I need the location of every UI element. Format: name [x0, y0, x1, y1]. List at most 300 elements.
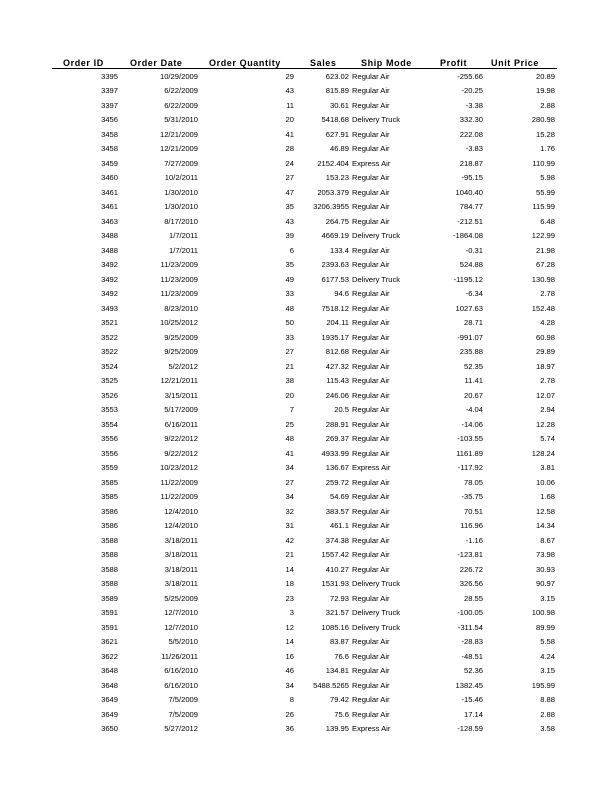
profit-cell: -311.54 — [457, 622, 483, 632]
sales-cell: 2053.379 — [317, 187, 349, 197]
sales-cell: 2393.63 — [321, 260, 349, 270]
sales-cell: 133.4 — [329, 245, 349, 255]
table-row — [52, 229, 557, 244]
order-id-cell: 3488 — [101, 245, 118, 255]
table-row — [52, 345, 557, 360]
order-quantity-cell: 25 — [285, 419, 294, 429]
table-row — [52, 461, 557, 476]
order-date-cell: 5/2/2012 — [168, 361, 198, 371]
sales-cell: 75.6 — [334, 709, 349, 719]
unit-price-cell: 3.15 — [540, 593, 555, 603]
unit-price-cell: 128.24 — [531, 448, 555, 458]
ship-mode-cell: Regular Air — [352, 405, 390, 415]
table-row — [52, 664, 557, 679]
table-row — [52, 504, 557, 519]
order-date-cell: 6/16/2010 — [164, 680, 198, 690]
profit-cell: 326.56 — [459, 579, 483, 589]
order-quantity-cell: 43 — [285, 86, 294, 96]
column-header-order-date: Order Date — [118, 55, 198, 69]
table-row — [52, 200, 557, 215]
table-row — [52, 127, 557, 142]
order-quantity-cell: 21 — [285, 550, 294, 560]
order-date-cell: 8/17/2010 — [164, 216, 198, 226]
profit-cell: -3.83 — [465, 144, 483, 154]
unit-price-cell: 60.98 — [535, 332, 555, 342]
unit-price-cell: 4.24 — [540, 651, 555, 661]
sales-cell: 76.6 — [334, 651, 349, 661]
table-row — [52, 185, 557, 200]
profit-cell: 116.96 — [460, 521, 483, 531]
profit-cell: 1382.45 — [455, 680, 483, 690]
order-quantity-cell: 34 — [285, 463, 294, 473]
order-quantity-cell: 3 — [289, 608, 294, 618]
table-row — [52, 635, 557, 650]
unit-price-cell: 1.68 — [540, 492, 555, 502]
order-date-cell: 5/5/2010 — [168, 637, 198, 647]
order-date-cell: 3/18/2011 — [164, 535, 198, 545]
sales-cell: 139.95 — [325, 724, 349, 734]
order-quantity-cell: 42 — [285, 535, 294, 545]
sales-cell: 115.43 — [326, 376, 349, 386]
unit-price-cell: 90.97 — [535, 579, 555, 589]
ship-mode-cell: Delivery Truck — [352, 115, 401, 125]
column-header-order-id: Order ID — [52, 55, 118, 69]
ship-mode-cell: Regular Air — [352, 187, 390, 197]
orders-table — [52, 55, 557, 736]
table-row — [52, 678, 557, 693]
table-row — [52, 591, 557, 606]
unit-price-cell: 12.58 — [535, 506, 555, 516]
sales-cell: 79.42 — [329, 695, 349, 705]
unit-price-cell: 100.98 — [531, 608, 555, 618]
ship-mode-cell: Regular Air — [352, 448, 390, 458]
order-date-cell: 10/2/2011 — [164, 173, 198, 183]
table-row — [52, 446, 557, 461]
unit-price-cell: 3.15 — [540, 666, 555, 676]
profit-cell: 1027.63 — [455, 303, 483, 313]
order-quantity-cell: 23 — [285, 593, 294, 603]
unit-price-cell: 2.88 — [540, 709, 555, 719]
order-id-cell: 3492 — [101, 274, 118, 284]
order-date-cell: 11/22/2009 — [160, 492, 198, 502]
order-id-cell: 3588 — [101, 535, 118, 545]
sales-cell: 383.57 — [325, 506, 349, 516]
profit-cell: -1864.08 — [453, 231, 483, 241]
table-row — [52, 475, 557, 490]
ship-mode-cell: Regular Air — [352, 709, 390, 719]
order-id-cell: 3648 — [101, 666, 118, 676]
ship-mode-cell: Regular Air — [352, 216, 390, 226]
table-row — [52, 243, 557, 258]
profit-cell: 218.87 — [459, 158, 483, 168]
sales-cell: 321.57 — [325, 608, 349, 618]
column-header-profit: Profit — [418, 55, 484, 69]
table-row — [52, 69, 557, 84]
column-header-order-quantity: Order Quantity — [198, 55, 296, 69]
sales-cell: 54.69 — [329, 492, 349, 502]
order-quantity-cell: 20 — [285, 390, 294, 400]
order-id-cell: 3488 — [101, 231, 118, 241]
order-id-cell: 3493 — [101, 303, 118, 313]
ship-mode-cell: Regular Air — [352, 477, 390, 487]
order-id-cell: 3648 — [101, 680, 118, 690]
ship-mode-cell: Regular Air — [352, 666, 390, 676]
order-quantity-cell: 28 — [285, 144, 294, 154]
profit-cell: -128.59 — [457, 724, 483, 734]
unit-price-cell: 2.88 — [540, 100, 555, 110]
profit-cell: -14.06 — [461, 419, 483, 429]
sales-cell: 264.75 — [325, 216, 349, 226]
order-date-cell: 3/15/2011 — [164, 390, 198, 400]
unit-price-cell: 1.76 — [540, 144, 555, 154]
order-date-cell: 1/30/2010 — [164, 187, 198, 197]
order-quantity-cell: 21 — [285, 361, 294, 371]
order-quantity-cell: 43 — [285, 216, 294, 226]
ship-mode-cell: Regular Air — [352, 564, 390, 574]
order-quantity-cell: 32 — [285, 506, 294, 516]
order-date-cell: 12/21/2011 — [160, 376, 198, 386]
order-date-cell: 1/7/2011 — [169, 245, 198, 255]
sales-cell: 1531.93 — [321, 579, 349, 589]
profit-cell: -991.07 — [457, 332, 483, 342]
order-quantity-cell: 27 — [285, 347, 294, 357]
profit-cell: -1195.12 — [453, 274, 483, 284]
ship-mode-cell: Regular Air — [352, 550, 390, 560]
order-quantity-cell: 46 — [285, 666, 294, 676]
ship-mode-cell: Express Air — [352, 724, 391, 734]
order-id-cell: 3524 — [101, 361, 118, 371]
sales-cell: 204.11 — [326, 318, 349, 328]
table-row — [52, 287, 557, 302]
table-row — [52, 98, 557, 113]
profit-cell: -15.46 — [461, 695, 483, 705]
order-date-cell: 6/16/2011 — [164, 419, 198, 429]
order-id-cell: 3586 — [101, 506, 118, 516]
ship-mode-cell: Regular Air — [352, 680, 390, 690]
profit-cell: 20.67 — [463, 390, 483, 400]
ship-mode-cell: Regular Air — [352, 593, 390, 603]
sales-cell: 288.91 — [325, 419, 349, 429]
profit-cell: -212.51 — [457, 216, 483, 226]
unit-price-cell: 21.98 — [535, 245, 555, 255]
order-date-cell: 12/4/2010 — [164, 506, 198, 516]
sales-cell: 374.38 — [325, 535, 349, 545]
sales-cell: 46.89 — [329, 144, 349, 154]
order-date-cell: 1/7/2011 — [169, 231, 198, 241]
order-date-cell: 9/22/2012 — [164, 448, 198, 458]
profit-cell: 332.30 — [459, 115, 483, 125]
unit-price-cell: 5.74 — [540, 434, 555, 444]
sales-cell: 246.06 — [325, 390, 349, 400]
profit-cell: -255.66 — [457, 71, 483, 81]
ship-mode-cell: Regular Air — [352, 347, 390, 357]
ship-mode-cell: Regular Air — [352, 71, 390, 81]
order-date-cell: 3/18/2011 — [164, 550, 198, 560]
table-row — [52, 490, 557, 505]
table-row — [52, 84, 557, 99]
ship-mode-cell: Regular Air — [352, 173, 390, 183]
order-quantity-cell: 24 — [285, 158, 294, 168]
ship-mode-cell: Regular Air — [352, 419, 390, 429]
profit-cell: 11.41 — [464, 376, 483, 386]
ship-mode-cell: Delivery Truck — [352, 579, 401, 589]
order-quantity-cell: 27 — [285, 173, 294, 183]
column-header-unit-price: Unit Price — [484, 55, 557, 69]
profit-cell: 1161.89 — [456, 448, 483, 458]
table-row — [52, 533, 557, 548]
order-date-cell: 12/7/2010 — [164, 608, 198, 618]
order-id-cell: 3525 — [101, 376, 118, 386]
table-body — [52, 69, 557, 737]
column-header-ship-mode: Ship Mode — [351, 55, 418, 69]
ship-mode-cell: Regular Air — [352, 303, 390, 313]
order-id-cell: 3397 — [101, 100, 118, 110]
order-quantity-cell: 49 — [285, 274, 294, 284]
unit-price-cell: 14.34 — [535, 521, 555, 531]
ship-mode-cell: Delivery Truck — [352, 274, 401, 284]
unit-price-cell: 122.99 — [531, 231, 555, 241]
table-row — [52, 707, 557, 722]
order-id-cell: 3556 — [101, 434, 118, 444]
sales-cell: 812.68 — [325, 347, 349, 357]
order-quantity-cell: 48 — [285, 434, 294, 444]
order-date-cell: 12/7/2010 — [164, 622, 198, 632]
order-date-cell: 11/22/2009 — [160, 477, 198, 487]
unit-price-cell: 18.97 — [535, 361, 555, 371]
table-row — [52, 330, 557, 345]
ship-mode-cell: Express Air — [352, 158, 391, 168]
ship-mode-cell: Regular Air — [352, 202, 390, 212]
table-row — [52, 316, 557, 331]
order-quantity-cell: 35 — [285, 202, 294, 212]
order-id-cell: 3585 — [101, 477, 118, 487]
unit-price-cell: 8.67 — [540, 535, 555, 545]
sales-cell: 623.02 — [325, 71, 349, 81]
unit-price-cell: 8.88 — [540, 695, 555, 705]
ship-mode-cell: Regular Air — [352, 376, 390, 386]
order-quantity-cell: 34 — [285, 492, 294, 502]
unit-price-cell: 3.58 — [540, 724, 555, 734]
profit-cell: 226.72 — [459, 564, 483, 574]
table-row — [52, 403, 557, 418]
profit-cell: -103.55 — [457, 434, 483, 444]
profit-cell: 222.08 — [459, 129, 483, 139]
unit-price-cell: 2.78 — [540, 376, 555, 386]
order-id-cell: 3458 — [101, 129, 118, 139]
order-id-cell: 3397 — [101, 86, 118, 96]
sales-cell: 20.5 — [334, 405, 349, 415]
profit-cell: -4.04 — [465, 405, 483, 415]
order-date-cell: 7/5/2009 — [168, 695, 198, 705]
unit-price-cell: 30.93 — [535, 564, 555, 574]
order-date-cell: 9/22/2012 — [164, 434, 198, 444]
sales-cell: 2152.404 — [317, 158, 349, 168]
order-id-cell: 3650 — [101, 724, 118, 734]
ship-mode-cell: Regular Air — [352, 390, 390, 400]
order-date-cell: 11/23/2009 — [160, 260, 198, 270]
profit-cell: 1040.40 — [455, 187, 483, 197]
ship-mode-cell: Regular Air — [352, 100, 390, 110]
order-quantity-cell: 8 — [289, 695, 294, 705]
sales-cell: 7518.12 — [321, 303, 349, 313]
order-date-cell: 6/22/2009 — [164, 100, 198, 110]
order-date-cell: 9/25/2009 — [164, 347, 198, 357]
table-row — [52, 388, 557, 403]
order-date-cell: 11/23/2009 — [160, 274, 198, 284]
profit-cell: -0.31 — [465, 245, 483, 255]
sales-cell: 1935.17 — [321, 332, 349, 342]
profit-cell: -100.05 — [457, 608, 483, 618]
profit-cell: 52.35 — [463, 361, 483, 371]
ship-mode-cell: Express Air — [352, 463, 391, 473]
sales-cell: 72.93 — [329, 593, 349, 603]
order-date-cell: 5/31/2010 — [164, 115, 198, 125]
unit-price-cell: 5.58 — [540, 637, 555, 647]
sales-cell: 259.72 — [325, 477, 349, 487]
table-row — [52, 577, 557, 592]
order-id-cell: 3460 — [101, 173, 118, 183]
profit-cell: -28.83 — [461, 637, 483, 647]
profit-cell: -3.38 — [465, 100, 483, 110]
sales-cell: 134.81 — [325, 666, 349, 676]
table-row — [52, 649, 557, 664]
header-row — [52, 55, 557, 69]
ship-mode-cell: Regular Air — [352, 637, 390, 647]
order-id-cell: 3395 — [101, 71, 118, 81]
unit-price-cell: 130.98 — [531, 274, 555, 284]
order-date-cell: 10/25/2012 — [159, 318, 198, 328]
table-row — [52, 722, 557, 737]
order-id-cell: 3526 — [101, 390, 118, 400]
unit-price-cell: 110.99 — [532, 158, 555, 168]
unit-price-cell: 89.99 — [535, 622, 555, 632]
profit-cell: -35.75 — [461, 492, 483, 502]
ship-mode-cell: Regular Air — [352, 332, 390, 342]
order-id-cell: 3459 — [101, 158, 118, 168]
profit-cell: 784.77 — [459, 202, 483, 212]
unit-price-cell: 115.99 — [532, 202, 555, 212]
profit-cell: 52.36 — [463, 666, 483, 676]
order-id-cell: 3553 — [101, 405, 118, 415]
sales-cell: 627.91 — [325, 129, 349, 139]
unit-price-cell: 280.98 — [531, 115, 555, 125]
table-row — [52, 214, 557, 229]
table-row — [52, 620, 557, 635]
profit-cell: -6.34 — [465, 289, 483, 299]
order-date-cell: 9/25/2009 — [164, 332, 198, 342]
order-id-cell: 3588 — [101, 550, 118, 560]
order-quantity-cell: 12 — [285, 622, 294, 632]
profit-cell: -123.81 — [457, 550, 483, 560]
table-row — [52, 171, 557, 186]
order-quantity-cell: 14 — [285, 637, 294, 647]
ship-mode-cell: Delivery Truck — [352, 608, 401, 618]
unit-price-cell: 20.89 — [535, 71, 555, 81]
ship-mode-cell: Regular Air — [352, 521, 390, 531]
order-quantity-cell: 48 — [285, 303, 294, 313]
ship-mode-cell: Regular Air — [352, 289, 390, 299]
unit-price-cell: 19.98 — [535, 86, 555, 96]
sales-cell: 30.61 — [329, 100, 349, 110]
order-date-cell: 5/25/2009 — [164, 593, 198, 603]
sales-cell: 83.87 — [329, 637, 349, 647]
unit-price-cell: 152.48 — [531, 303, 555, 313]
ship-mode-cell: Delivery Truck — [352, 622, 401, 632]
order-id-cell: 3591 — [101, 608, 118, 618]
unit-price-cell: 67.28 — [535, 260, 555, 270]
order-id-cell: 3492 — [101, 289, 118, 299]
profit-cell: -48.51 — [461, 651, 483, 661]
order-id-cell: 3521 — [101, 318, 118, 328]
ship-mode-cell: Regular Air — [352, 245, 390, 255]
ship-mode-cell: Regular Air — [352, 144, 390, 154]
ship-mode-cell: Regular Air — [352, 651, 390, 661]
table-row — [52, 258, 557, 273]
unit-price-cell: 5.98 — [540, 173, 555, 183]
sales-cell: 427.32 — [325, 361, 349, 371]
sales-cell: 5488.5265 — [313, 680, 349, 690]
spreadsheet-page — [52, 55, 557, 736]
sales-cell: 3206.3955 — [313, 202, 349, 212]
order-date-cell: 12/21/2009 — [159, 129, 198, 139]
order-id-cell: 3556 — [101, 448, 118, 458]
unit-price-cell: 55.99 — [535, 187, 555, 197]
order-quantity-cell: 31 — [285, 521, 294, 531]
order-id-cell: 3463 — [101, 216, 118, 226]
sales-cell: 269.37 — [325, 434, 349, 444]
order-quantity-cell: 33 — [285, 289, 294, 299]
order-date-cell: 7/27/2009 — [164, 158, 198, 168]
table-row — [52, 519, 557, 534]
order-id-cell: 3461 — [101, 202, 118, 212]
order-quantity-cell: 20 — [285, 115, 294, 125]
table-row — [52, 432, 557, 447]
ship-mode-cell: Regular Air — [352, 86, 390, 96]
sales-cell: 4933.99 — [321, 448, 349, 458]
order-id-cell: 3461 — [101, 187, 118, 197]
sales-cell: 94.6 — [334, 289, 349, 299]
ship-mode-cell: Regular Air — [352, 695, 390, 705]
unit-price-cell: 2.78 — [540, 289, 555, 299]
order-quantity-cell: 39 — [285, 231, 294, 241]
order-id-cell: 3589 — [101, 593, 118, 603]
order-id-cell: 3458 — [101, 144, 118, 154]
unit-price-cell: 2.94 — [540, 405, 555, 415]
sales-cell: 410.27 — [325, 564, 349, 574]
order-id-cell: 3649 — [101, 695, 118, 705]
order-quantity-cell: 38 — [285, 376, 294, 386]
table-row — [52, 374, 557, 389]
table-row — [52, 272, 557, 287]
order-quantity-cell: 7 — [289, 405, 294, 415]
sales-cell: 153.23 — [325, 173, 349, 183]
order-id-cell: 3586 — [101, 521, 118, 531]
order-quantity-cell: 6 — [289, 245, 294, 255]
profit-cell: 17.14 — [463, 709, 483, 719]
table-row — [52, 156, 557, 171]
sales-cell: 815.89 — [325, 86, 349, 96]
table-row — [52, 359, 557, 374]
profit-cell: 524.88 — [459, 260, 483, 270]
order-date-cell: 12/4/2010 — [164, 521, 198, 531]
table-row — [52, 562, 557, 577]
order-id-cell: 3522 — [101, 332, 118, 342]
order-id-cell: 3622 — [101, 651, 118, 661]
order-date-cell: 6/22/2009 — [164, 86, 198, 96]
order-date-cell: 10/29/2009 — [159, 71, 198, 81]
table-row — [52, 606, 557, 621]
order-id-cell: 3559 — [101, 463, 118, 473]
